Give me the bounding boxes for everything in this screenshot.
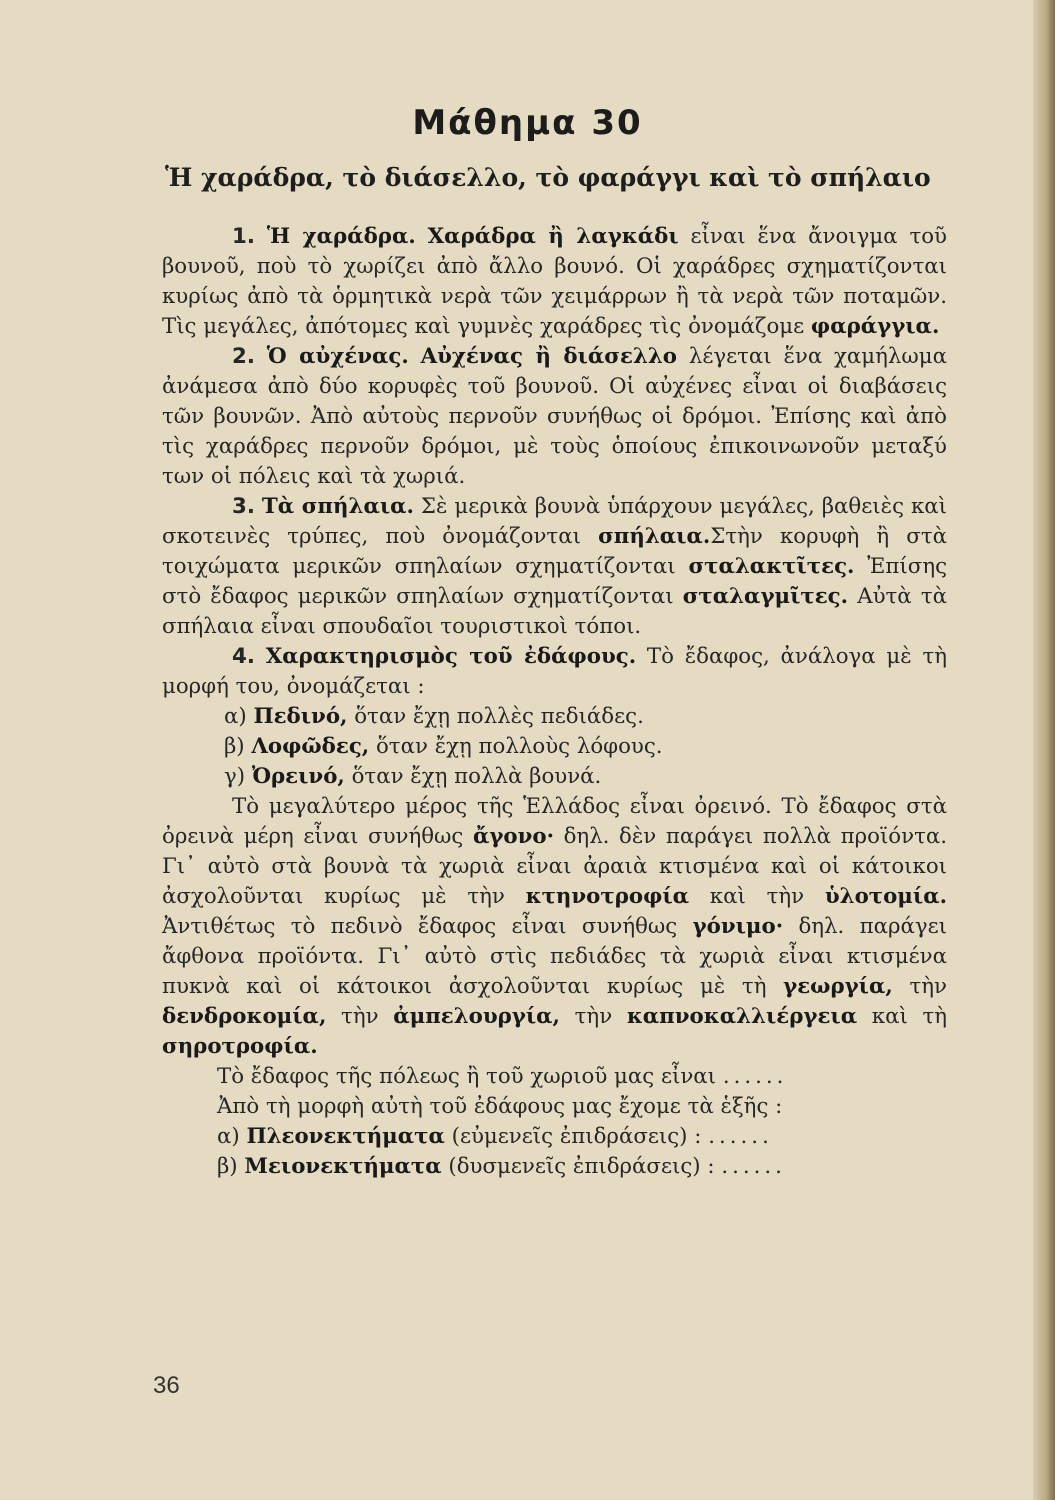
terrain-item-mountainous (162, 762, 947, 792)
section-caves (162, 492, 947, 642)
greece-terrain-paragraph (162, 792, 947, 1062)
section-saddle (162, 342, 947, 492)
paragraph-text: τὴν (892, 974, 947, 999)
bold-term: κτηνοτροφία (525, 884, 690, 909)
section-number: 3. (232, 494, 255, 519)
page-number: 36 (153, 1372, 180, 1399)
bold-term: Μειονεκτήματα (244, 1154, 442, 1179)
bold-term: Πεδινό, (253, 704, 348, 729)
paragraph-text: καὶ τὴν (689, 884, 825, 909)
exercise-advantages (162, 1122, 947, 1152)
bold-term: σηροτροφία. (162, 1034, 318, 1059)
bold-term: δενδροκομία, (162, 1004, 327, 1029)
item-label: β) (217, 1154, 238, 1179)
exercise-text: Ἀπὸ τὴ μορφὴ αὐτὴ τοῦ ἐδάφους μας ἔχομε τὰ ἑξῆς : (217, 1094, 783, 1119)
paragraph-text: λέγεται ἕνα χαμήλωμα ἀνάμεσα ἀπὸ δύο κορυφὲς τοῦ βουνοῦ. Οἱ αὐχένες εἶναι οἱ διαβάσεις τῶν βουνῶν. Ἀπὸ αὐτοὺς περνοῦν συνήθως οἱ δρόμοι. Ἐπίσης καὶ ἀπὸ τὶς χαράδρες περνοῦν δρόμοι, μὲ τοὺς ὁποίους ἐπικοινωνοῦν μεταξύ των οἱ πόλεις καὶ τὰ χωριά. (162, 344, 947, 489)
paragraph-text: δηλ. δὲν παράγει πολλὰ προϊόντα. Γι᾿ αὐτὸ στὰ βουνὰ τὰ χωριὰ εἶναι ἀραιὰ κτισμένα καὶ οἱ κάτοικοι ἀσχολοῦνται κυρίως μὲ τὴν (162, 824, 948, 909)
section-heading: Ἡ χαράδρα. (266, 224, 416, 249)
item-label: β) (224, 734, 245, 759)
lesson-title: Μάθημα 30 (412, 103, 643, 143)
item-text: ὅταν ἔχῃ πολλὰ βουνά. (344, 764, 602, 789)
fill-in-blank: ...... (708, 1124, 773, 1149)
section-number: 4. (232, 644, 255, 669)
exercise-text: Τὸ ἔδαφος τῆς πόλεως ἢ τοῦ χωριοῦ μας εἶναι (217, 1064, 717, 1089)
section-heading: Ὁ αὐχένας. (266, 344, 409, 369)
bold-term: Χαράδρα ἢ λαγκάδι (427, 224, 679, 249)
section-heading: Χαρακτηρισμὸς τοῦ ἐδάφους. (265, 644, 637, 669)
exercise-text: (εὐμενεῖς ἐπιδράσεις) : (444, 1124, 702, 1149)
bold-term: καπνοκαλλιέργεια (626, 1004, 858, 1029)
bold-term: ὑλοτομία. (824, 884, 948, 909)
section-gorge (162, 222, 947, 342)
bold-term: σταλαγμῖτες. (682, 584, 849, 609)
bold-term: ἀμπελουργία, (393, 1004, 560, 1029)
lesson-subtitle: Ἡ χαράδρα, τὸ διάσελλο, τὸ φαράγγι καὶ τὸ σπήλαιο (165, 163, 931, 192)
bold-term: Αὐχένας ἢ διάσελλο (420, 344, 678, 369)
bold-term: γόνιμο· (692, 914, 784, 939)
bold-term: Ὀρεινό, (251, 764, 345, 789)
item-label: α) (217, 1124, 240, 1149)
section-heading: Τὰ σπήλαια. (261, 494, 414, 519)
bold-term: σταλακτῖτες. (688, 554, 855, 579)
section-terrain (162, 642, 947, 702)
page-edge-shadow (1033, 0, 1055, 1500)
bold-term: σπήλαια. (598, 524, 711, 549)
item-text: ὅταν ἔχῃ πολλὲς πεδιάδες. (347, 704, 644, 729)
paragraph-text: τὴν (559, 1004, 627, 1029)
terrain-item-hilly (162, 732, 947, 762)
bold-term: Πλεονεκτήματα (246, 1124, 445, 1149)
paragraph-text: Ἀντιθέτως τὸ πεδινὸ ἔδαφος εἶναι συνήθως (162, 914, 693, 939)
lesson-body (162, 222, 947, 1182)
bold-term: φαράγγια. (810, 314, 940, 339)
section-number: 1. (232, 224, 255, 249)
paragraph-text: τὴν (326, 1004, 394, 1029)
paragraph-text: δηλ. παράγει ἄφθονα προϊόντα. Γι᾿ αὐτὸ στὶς πεδιάδες τὰ χωριὰ εἶναι κτισμένα πυκνὰ καὶ οἱ κάτοικοι ἀσχολοῦνται κυρίως μὲ τὴ (162, 914, 948, 999)
bold-term: Λοφῶδες, (251, 734, 370, 759)
fill-in-blank: ...... (721, 1154, 786, 1179)
paragraph-text: Τὸ μεγαλύτερο μέρος τῆς Ἑλλάδος εἶναι ὀρεινό. Τὸ ἔδαφος στὰ ὀρεινὰ μέρη εἶναι συνήθως (162, 794, 947, 849)
paragraph-text: Σὲ μερικὰ βουνὰ ὑπάρχουν μεγάλες, βαθειὲς καὶ σκοτεινὲς τρύπες, ποὺ ὀνομάζονται (162, 494, 947, 549)
section-number: 2. (232, 344, 255, 369)
terrain-item-plain (162, 702, 947, 732)
paragraph-text: Τὸ ἔδαφος, ἀνάλογα μὲ τὴ μορφή του, ὀνομάζεται : (162, 644, 947, 699)
item-label: γ) (224, 764, 246, 789)
paragraph-text: εἶναι ἕνα ἄνοιγμα τοῦ βουνοῦ, ποὺ τὸ χωρίζει ἀπὸ ἄλλο βουνό. Οἱ χαράδρες σχηματίζονται κυρίως ἀπὸ τὰ ὁρμητικὰ νερὰ τῶν χειμάρρων ἢ τὰ νερὰ τῶν ποταμῶν. Τὶς μεγάλες, ἀπότομες καὶ γυμνὲς χαράδρες τὶς ὀνομάζομε (162, 224, 947, 339)
paragraph-text: καὶ τὴ (857, 1004, 948, 1029)
exercise-text: (δυσμενεῖς ἐπιδράσεις) : (441, 1154, 715, 1179)
paragraph-text: Ἐπίσης στὸ ἔδαφος μερικῶν σπηλαίων σχηματίζονται (162, 554, 948, 609)
fill-in-blank: ...... (722, 1064, 788, 1089)
exercise-line-1 (162, 1062, 947, 1092)
item-label: α) (224, 704, 247, 729)
exercise-line-2 (162, 1092, 947, 1122)
exercise-disadvantages (162, 1152, 947, 1182)
paragraph-text: Στὴν κορυφὴ ἢ στὰ τοιχώματα μερικῶν σπηλαίων σχηματίζονται (162, 524, 947, 579)
bold-term: γεωργία, (783, 974, 893, 999)
bold-term: ἄγονο· (472, 824, 555, 849)
paragraph-text: Αὐτὰ τὰ σπήλαια εἶναι σπουδαῖοι τουριστικοὶ τόποι. (162, 584, 947, 639)
item-text: ὅταν ἔχῃ πολλοὺς λόφους. (369, 734, 663, 759)
